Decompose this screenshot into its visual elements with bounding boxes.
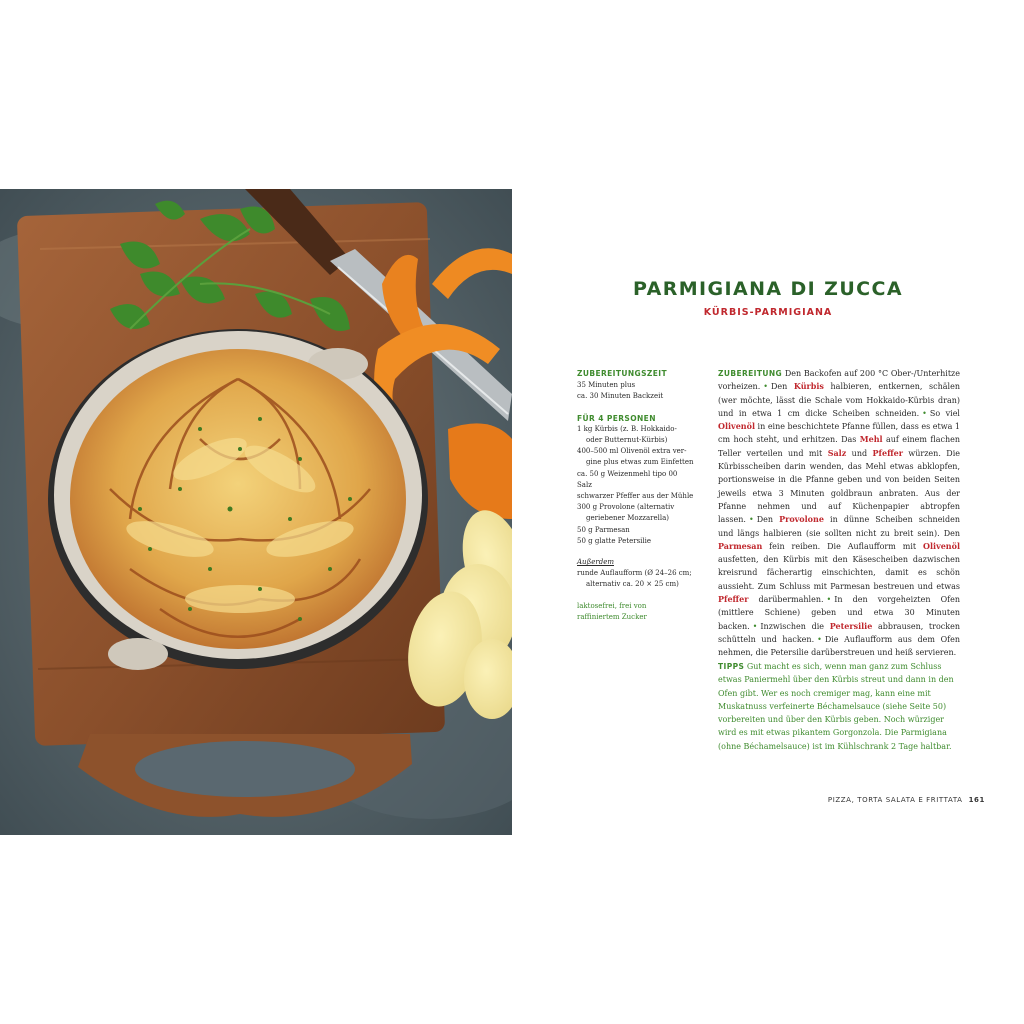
prep-text: auf einem flachen Teller verteilen und mit [718,435,960,458]
ingredient-highlight: Salz [827,447,847,458]
tips-label: TIPPS [718,662,745,671]
page-number: 161 [968,796,985,804]
ingredient-line: ca. 50 g Weizenmehl tipo 00 [577,469,678,478]
ingredient-highlight: Pfeffer [718,594,749,605]
ingredient-line: runde Auflaufform (Ø 24–26 cm; [577,569,692,578]
prep-text: Den [770,382,794,392]
ingredient-highlight: Kürbis [793,381,824,392]
prep-text: abbrausen, trocken schütteln und hacken. [718,621,960,644]
prep-text: Den Backofen auf 200 °C Ober-/Unterhitze vorheizen. [718,369,960,392]
prep-text: würzen. Die Kürbisscheiben darin wenden, das Mehl etwas abklopfen, portionsweise in die Pfanne geben und von beiden Seiten jeweils etwa 3 Minuten goldbraun anbraten. Aus der Pfanne nehmen und auf Küchenpapier abtropfen lassen. [718,448,960,525]
preparation-label: ZUBEREITUNG [718,369,783,378]
ingredient-line: 1 kg Kürbis (z. B. Hokkaido- [577,424,677,433]
ingredient-line: 50 g Parmesan [577,525,630,534]
step-bullet: • [817,634,822,644]
recipe-title: PARMIGIANA DI ZUCCA [633,278,903,300]
prep-text: ausfetten, den Kürbis mit den Käsescheiben dazwischen kreisrund fächerartig einschichten, damit es schön aussieht. Zum Schluss mit Parmesan bestreuen und etwas [718,555,960,591]
ingredient-line: 400–500 ml Olivenöl extra ver- [577,447,687,456]
step-bullet: • [922,408,927,418]
ingredient-line: Salz [577,480,592,489]
prep-time-heading: ZUBEREITUNGSZEIT [577,369,667,378]
recipe-subtitle: KÜRBIS-PARMIGIANA [703,307,833,318]
diet-note: laktosefrei, frei von [577,601,647,610]
prep-text: darübermahlen. [748,595,824,605]
ingredient-line: schwarzer Pfeffer aus der Mühle [577,492,694,501]
tips-body: Gut macht es sich, wenn man ganz zum Schluss etwas Paniermehl über den Kürbis streut und dann in den Ofen gibt. Wer es noch cremiger mag, kann eine mit Muskatnuss verfeinerte Béchamelsauce (siehe Seite 50) vorbereiten und über den Kürbis geben. Noch würziger wird es mit etwas pikantem Gorgonzola. Die Parmigiana (ohne Béchamelsauce) ist im Kühlschrank 2 Tage haltbar. [718,662,954,751]
preparation-body [718,369,960,657]
step-bullet: • [748,515,754,525]
ingredient-highlight: Pfeffer [872,447,903,458]
extras-list [577,568,697,590]
prep-text: in eine beschichtete Pfanne füllen, dass es etwa 1 cm hoch steht, und erhitzen. Das [718,422,960,445]
prep-text: So viel [929,408,960,418]
servings-heading: FÜR 4 PERSONEN [577,413,656,423]
ingredient-highlight: Olivenöl [718,421,755,432]
recipe-sidebar [577,368,697,623]
ingredient-highlight: Olivenöl [923,540,960,551]
ingredient-line: 50 g glatte Petersilie [577,536,652,545]
prep-text: in dünne Scheiben schneiden und längs halbieren (sie sollten nicht zu breit sein). Den [718,515,960,538]
prep-text: Inzwischen die [760,621,830,631]
prep-text: fein reiben. Die Auflaufform mit [762,541,924,551]
prep-text: Die Auflaufform aus dem Ofen nehmen, die Petersilie darüberstreuen und heiß servieren. [718,634,960,658]
ingredient-line: alternativ ca. 20 × 25 cm) [586,580,679,589]
recipe-photo [0,189,512,835]
step-bullet: • [763,382,768,392]
ingredient-highlight: Provolone [779,514,824,525]
page-footer [700,796,985,804]
ingredient-highlight: Petersilie [829,620,873,631]
ingredient-highlight: Parmesan [718,540,763,551]
prep-text: halbieren, entkernen, schälen (wer möchte, lässt die Schale vom Hokkaido-Kürbis dran) und in etwa 1 cm dicke Scheiben schneiden. [718,382,960,418]
section-name: PIZZA, TORTA SALATA E FRITTATA [827,796,963,804]
tips-text [718,660,962,753]
ingredient-line: oder Butternut-Kürbis) [586,436,668,445]
pumpkin-parmigiana-photo [0,189,512,835]
ingredient-line: 300 g Provolone (alternativ [577,503,675,512]
ingredient-highlight: Mehl [859,434,883,445]
prep-time-line: 35 Minuten plus [577,381,636,390]
prep-text: Den [756,515,780,525]
step-bullet: • [752,621,758,631]
prep-text: und [846,448,873,458]
ingredient-list [577,424,697,547]
prep-text: In den vorgeheizten Ofen (mittlere Schiene) geben und etwa 30 Minuten backen. [718,595,960,631]
extras-heading: Außerdem [577,558,614,567]
prep-time-line: ca. 30 Minuten Backzeit [577,392,664,401]
ingredient-line: geriebener Mozzarella) [586,514,669,523]
ingredient-line: gine plus etwas zum Einfetten [586,458,694,467]
step-bullet: • [826,595,832,605]
diet-note: raffiniertem Zucker [577,612,647,621]
preparation-text [718,367,960,660]
